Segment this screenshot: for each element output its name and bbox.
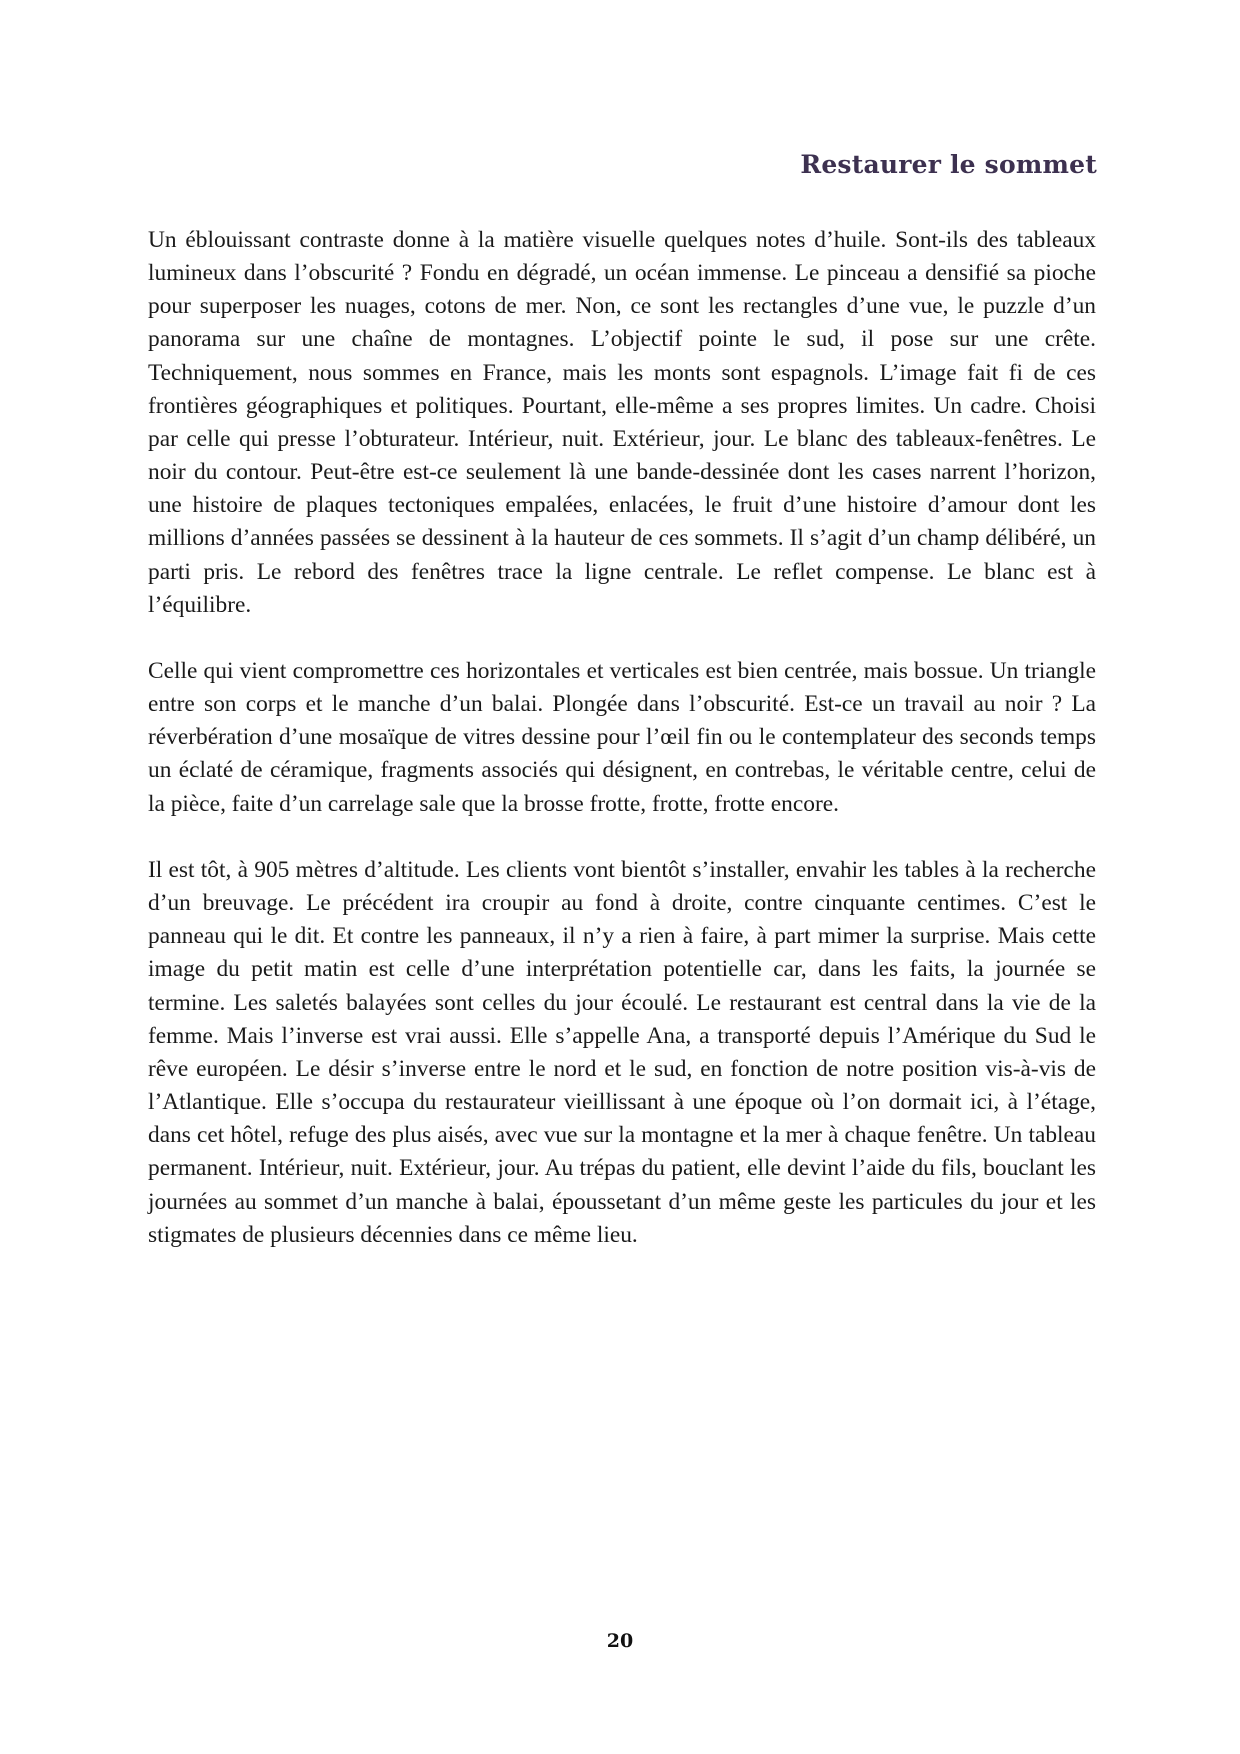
paragraph-2: Celle qui vient compromettre ces horizontales et verticales est bien centrée, mais bossue. Un triangle entre son corps et le manche d’un balai. Plongée dans l’obscurité. Est-ce un travail au noir ? La réverbération d’une mosaïque de vitres dessine pour l’œil fin ou le contemplateur des seconds temps un éclaté de céramique, fragments associés qui désignent, en contrebas, le véritable centre, celui de la pièce, faite d’un carrelage sale que la brosse frotte, frotte, frotte encore.: [148, 658, 1096, 817]
chapter-title: Restaurer le sommet: [800, 150, 1097, 179]
paragraph-1: Un éblouissant contraste donne à la matière visuelle quelques notes d’huile. Sont-ils des tableaux lumineux dans l’obscurité ? Fondu en dégradé, un océan immense. Le pinceau a densifié sa pioche pour superposer les nuages, cotons de mer. Non, ce sont les rectangles d’une vue, le puzzle d’un panorama sur une chaîne de montagnes. L’objectif pointe le sud, il pose sur une crête. Techniquement, nous sommes en France, mais les monts sont espagnols. L’image fait fi de ces frontières géographiques et politiques. Pourtant, elle-même a ses propres limites. Un cadre. Choisi par celle qui presse l’obturateur. Intérieur, nuit. Extérieur, jour. Le blanc des tableaux-fenêtres. Le noir du contour. Peut-être est-ce seulement là une bande-dessinée dont les cases narrent l’horizon, une histoire de plaques tectoniques empalées, enlacées, le fruit d’une histoire d’amour dont les millions d’années passées se dessinent à la hauteur de ces sommets. Il s’agit d’un champ délibéré, un parti pris. Le rebord des fenêtres trace la ligne centrale. Le reflet compense. Le blanc est à l’équilibre.: [148, 227, 1096, 618]
page-number: 20: [606, 1630, 634, 1652]
body-text: [148, 224, 1096, 1252]
paragraph-3: Il est tôt, à 905 mètres d’altitude. Les clients vont bientôt s’installer, envahir les tables à la recherche d’un breuvage. Le précédent ira croupir au fond à droite, contre cinquante centimes. C’est le panneau qui le dit. Et contre les panneaux, il n’y a rien à faire, à part mimer la surprise. Mais cette image du petit matin est celle d’une interprétation potentielle car, dans les faits, la journée se termine. Les saletés balayées sont celles du jour écoulé. Le restaurant est central dans la vie de la femme. Mais l’inverse est vrai aussi. Elle s’appelle Ana, a transporté depuis l’Amérique du Sud le rêve européen. Le désir s’inverse entre le nord et le sud, en fonction de notre position vis-à-vis de l’Atlantique. Elle s’occupa du restaurateur vieillissant à une époque où l’on dormait ici, à l’étage, dans cet hôtel, refuge des plus aisés, avec vue sur la montagne et la mer à chaque fenêtre. Un tableau permanent. Intérieur, nuit. Extérieur, jour. Au trépas du patient, elle devint l’aide du fils, bouclant les journées au sommet d’un manche à balai, époussetant d’un même geste les particules du jour et les stigmates de plusieurs décennies dans ce même lieu.: [148, 856, 1096, 1248]
